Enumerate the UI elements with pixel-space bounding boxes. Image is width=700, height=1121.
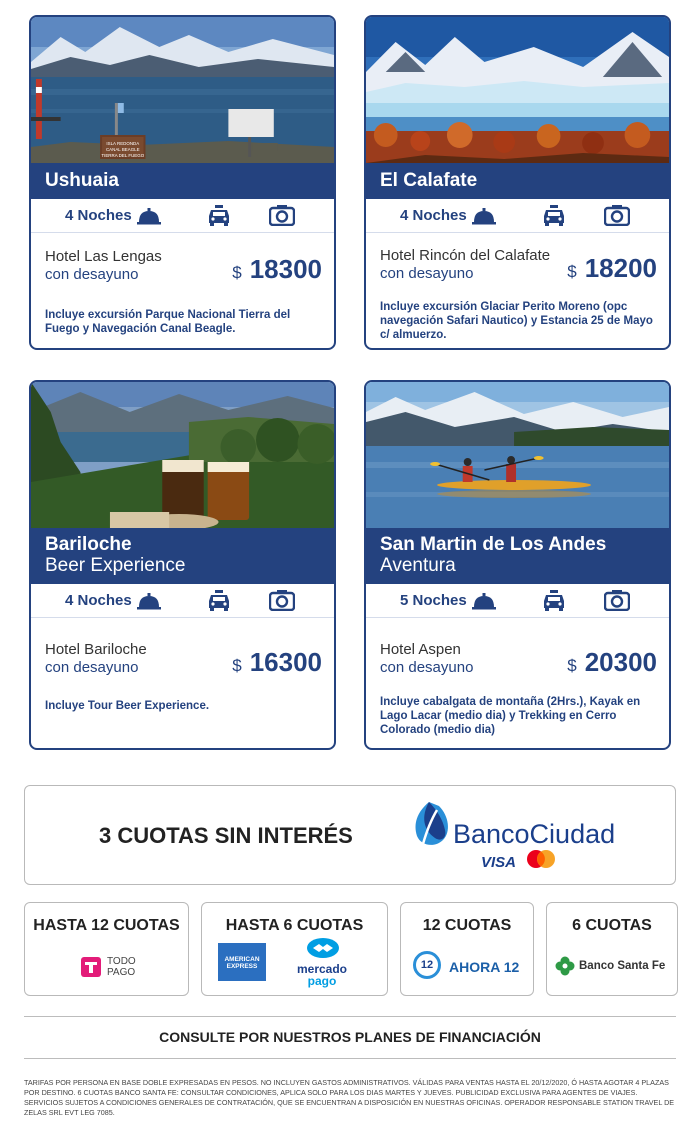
taxi-icon: [207, 590, 231, 612]
hotel-name: Hotel Rincón del Calafate: [380, 247, 551, 264]
nights-label: [65, 592, 162, 610]
features-row: [366, 199, 669, 233]
todo-pago-logo-icon: [81, 957, 101, 977]
divider: [24, 1016, 676, 1017]
visa-logo: VISA: [481, 854, 517, 871]
ahora-12-badge: 12: [413, 951, 441, 979]
taxi-icon: [542, 205, 566, 227]
price-amount: 20300: [584, 647, 657, 677]
price-amount: 16300: [249, 647, 322, 677]
nights-count: 4 Noches: [400, 207, 467, 224]
ahora-12-text: AHORA 12: [449, 959, 520, 975]
room-service-bell-icon: [471, 592, 497, 610]
handshake-icon: [306, 937, 340, 959]
package-card-san-martin-de-los-andes[interactable]: [364, 380, 671, 750]
board-type: con desayuno: [45, 266, 139, 283]
taxi-icon: [207, 205, 231, 227]
hotel-name: Hotel Bariloche: [45, 641, 147, 658]
destination-titlebar: [31, 163, 334, 199]
taxi-icon: [542, 590, 566, 612]
svg-text:TIERRA DEL FUEGO: TIERRA DEL FUEGO: [101, 152, 145, 159]
destination-photo: [366, 17, 669, 163]
hotel-name: Hotel Las Lengas: [45, 248, 162, 265]
destination-name: Bariloche: [45, 534, 132, 555]
destination-photo: [31, 17, 334, 163]
hotel-name: Hotel Aspen: [380, 641, 461, 658]
installments-heading: HASTA 12 CUOTAS: [33, 917, 180, 934]
installments-heading: 12 CUOTAS: [422, 917, 512, 934]
bank-name: BancoCiudad: [453, 819, 616, 849]
legal-disclaimer: TARIFAS POR PERSONA EN BASE DOBLE EXPRESADAS EN PESOS. NO INCLUYEN GASTOS ADMINISTRATIVOS. VÁLIDAS PARA VENTAS HASTA EL 20/12/2020, Ó HASTA AGOTAR 4 PLAZAS POR DESTINO. 6 CUOTAS BANCO SANTA FE: CONSULTAR CONDICIONES, APLICA SOLO PARA LOS DIAS MARTES Y JUEVES. PUBLICIDAD EXCLUSIVA PARA AGENTES DE VIAJES. SERVICIOS SUJETOS A CONDICIONES GENERALES DE CONTRATACIÓN, QUE SE ENCUENTRAN A DISPOSICIÓN EN NUESTRAS OFICINAS. OPERADOR RESPONSABLE STATION TRAVEL DE ZELAS SRL EVT LEG 7085.: [24, 1078, 675, 1117]
financing-notice: CONSULTE POR NUESTROS PLANES DE FINANCIACIÓN: [159, 1029, 541, 1045]
nights-label: [65, 207, 162, 225]
room-service-bell-icon: [136, 592, 162, 610]
destination-titlebar: [366, 528, 669, 584]
price-amount: 18300: [249, 254, 322, 284]
divider: [24, 1058, 676, 1059]
currency-symbol: $: [567, 262, 577, 281]
mercado-pago-text: mercado pago: [296, 962, 348, 988]
sign-text: ISLA REDONDA: [106, 140, 140, 147]
svg-text:CANAL BEAGLE: CANAL BEAGLE: [105, 146, 140, 153]
destination-subtitle: Beer Experience: [45, 555, 186, 576]
camera-icon: [269, 204, 295, 226]
price: [567, 647, 657, 678]
board-type: con desayuno: [380, 265, 474, 282]
includes-text: Incluye excursión Parque Nacional Tierra del Fuego y Navegación Canal Beagle.: [45, 309, 291, 335]
mastercard-logo-icon: [526, 849, 556, 869]
price: [567, 253, 657, 284]
payment-banco-ciudad: [24, 785, 676, 885]
installments-heading: 6 CUOTAS: [572, 917, 652, 934]
destination-photo: [366, 382, 669, 528]
room-service-bell-icon: [471, 207, 497, 225]
nights-count: 4 Noches: [65, 592, 132, 609]
payment-ahora-12: [400, 902, 534, 996]
destination-name: Ushuaia: [45, 170, 119, 191]
includes-text: Incluye excursión Glaciar Perito Moreno (opc navegación Safari Nautico) y Estancia 25 de Mayo c/ almuerzo.: [380, 301, 653, 341]
features-row: [31, 584, 334, 618]
banco-santa-fe-text: Banco Santa Fe: [579, 960, 666, 972]
destination-titlebar: [31, 528, 334, 584]
includes-text: Incluye Tour Beer Experience.: [45, 700, 210, 712]
payment-amex-mercadopago: [201, 902, 388, 996]
destination-subtitle: Aventura: [380, 555, 456, 576]
price-amount: 18200: [584, 253, 657, 283]
nights-label: [400, 592, 497, 610]
destination-photo: [31, 382, 334, 528]
payment-todo-pago: [24, 902, 189, 996]
board-type: con desayuno: [380, 659, 474, 676]
nights-label: [400, 207, 497, 225]
todo-pago-text: TODO PAGO: [107, 956, 136, 978]
features-row: [31, 199, 334, 233]
camera-icon: [269, 589, 295, 611]
board-type: con desayuno: [45, 659, 139, 676]
destination-name: El Calafate: [380, 170, 478, 191]
camera-icon: [604, 204, 630, 226]
destination-name: San Martin de Los Andes: [380, 534, 607, 555]
banco-ciudad-logo-icon: [411, 800, 451, 850]
amex-logo: AMERICAN EXPRESS: [218, 943, 266, 981]
features-row: [366, 584, 669, 618]
package-card-ushuaia[interactable]: [29, 15, 336, 350]
installments-heading: HASTA 6 CUOTAS: [225, 917, 364, 934]
package-card-el-calafate[interactable]: [364, 15, 671, 350]
nights-count: 4 Noches: [65, 207, 132, 224]
camera-icon: [604, 589, 630, 611]
installments-label: 3 CUOTAS SIN INTERÉS: [99, 823, 353, 848]
currency-symbol: $: [232, 656, 242, 675]
santa-fe-clover-icon: [555, 956, 575, 976]
includes-text: Incluye cabalgata de montaña (2Hrs.), Kayak en Lago Lacar (medio dia) y Trekking en Cerro Colorado (medio dia): [380, 696, 641, 736]
room-service-bell-icon: [136, 207, 162, 225]
nights-count: 5 Noches: [400, 592, 467, 609]
destination-titlebar: [366, 163, 669, 199]
payment-banco-santa-fe: [546, 902, 678, 996]
currency-symbol: $: [232, 263, 242, 282]
package-card-bariloche[interactable]: [29, 380, 336, 750]
price: [232, 254, 322, 285]
price: [232, 647, 322, 678]
currency-symbol: $: [567, 656, 577, 675]
